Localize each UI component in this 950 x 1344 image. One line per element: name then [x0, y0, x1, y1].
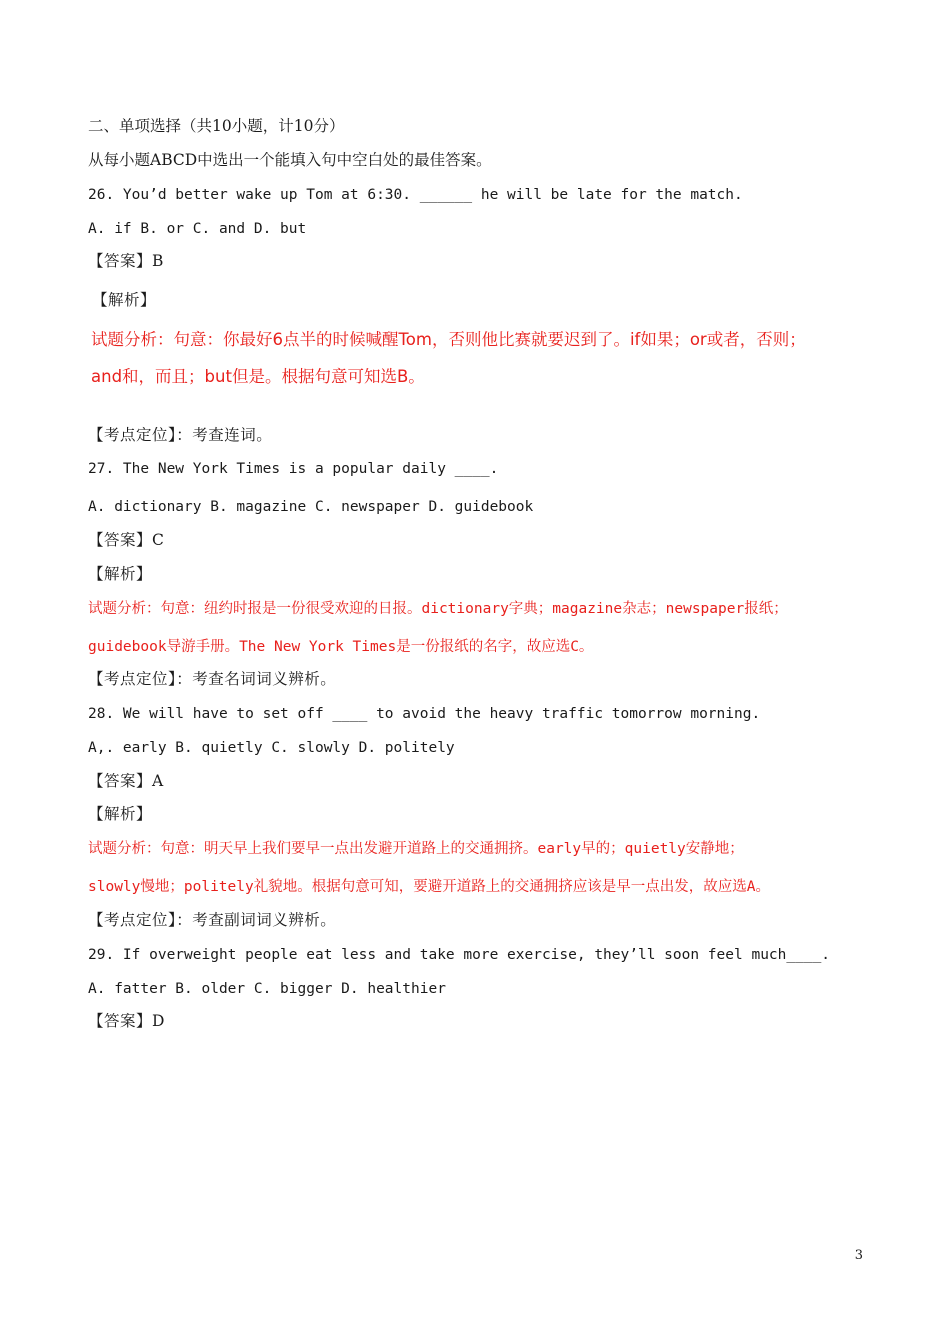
question-27-analysis-line-1: 试题分析：句意：纽约时报是一份很受欢迎的日报。dictionary字典；magazine杂志；newspaper报纸；	[88, 601, 788, 617]
question-26-options: A. if B. or C. and D. but	[88, 221, 307, 237]
question-27-answer: 【答案】C	[88, 531, 165, 549]
question-27-analysis-line-2: guidebook导游手册。The New York Times是一份报纸的名字，故应选C。	[88, 639, 594, 655]
question-26-point: 【考点定位】：考查连词。	[88, 426, 273, 444]
question-28-analysis-line-1: 试题分析：句意：明天早上我们要早一点出发避开道路上的交通拥挤。early早的；quietly安静地；	[88, 841, 744, 857]
question-28-answer: 【答案】A	[88, 772, 164, 790]
section-instruction: 从每小题ABCD中选出一个能填入句中空白处的最佳答案。	[88, 151, 492, 169]
question-28-options: A,. early B. quietly C. slowly D. politely	[88, 740, 455, 756]
question-29-stem: 29. If overweight people eat less and take more exercise, they’ll soon feel much____.	[88, 947, 831, 963]
question-27-point: 【考点定位】：考查名词词义辨析。	[88, 670, 337, 688]
question-28-analysis-line-2: slowly慢地；politely礼貌地。根据句意可知，要避开道路上的交通拥挤应该是早一点出发，故应选A。	[88, 879, 770, 895]
question-27-stem: 27. The New York Times is a popular daily ____.	[88, 461, 499, 477]
question-27-analysis-label: 【解析】	[88, 565, 153, 583]
question-29-options: A. fatter B. older C. bigger D. healthier	[88, 981, 446, 997]
question-26-answer: 【答案】B	[88, 252, 164, 270]
question-29-answer: 【答案】D	[88, 1012, 165, 1030]
question-26-stem: 26. You’d better wake up Tom at 6:30. ______ he will be late for the match.	[88, 187, 743, 203]
question-28-analysis-label: 【解析】	[88, 805, 153, 823]
question-28-stem: 28. We will have to set off ____ to avoid the heavy traffic tomorrow morning.	[88, 706, 761, 722]
question-26-analysis-line-1: 试题分析：句意：你最好6点半的时候喊醒Tom，否则他比赛就要迟到了。if如果；or或者，否则；	[91, 330, 806, 349]
question-26-analysis-label: 【解析】	[92, 291, 157, 309]
section-title: 二、单项选择（共10小题，计10分）	[88, 117, 345, 135]
question-27-options: A. dictionary B. magazine C. newspaper D. guidebook	[88, 499, 534, 515]
question-28-point: 【考点定位】：考查副词词义辨析。	[88, 911, 337, 929]
page-number: 3	[854, 1248, 863, 1263]
question-26-analysis-line-2: and和，而且；but但是。根据句意可知选B。	[91, 367, 425, 386]
